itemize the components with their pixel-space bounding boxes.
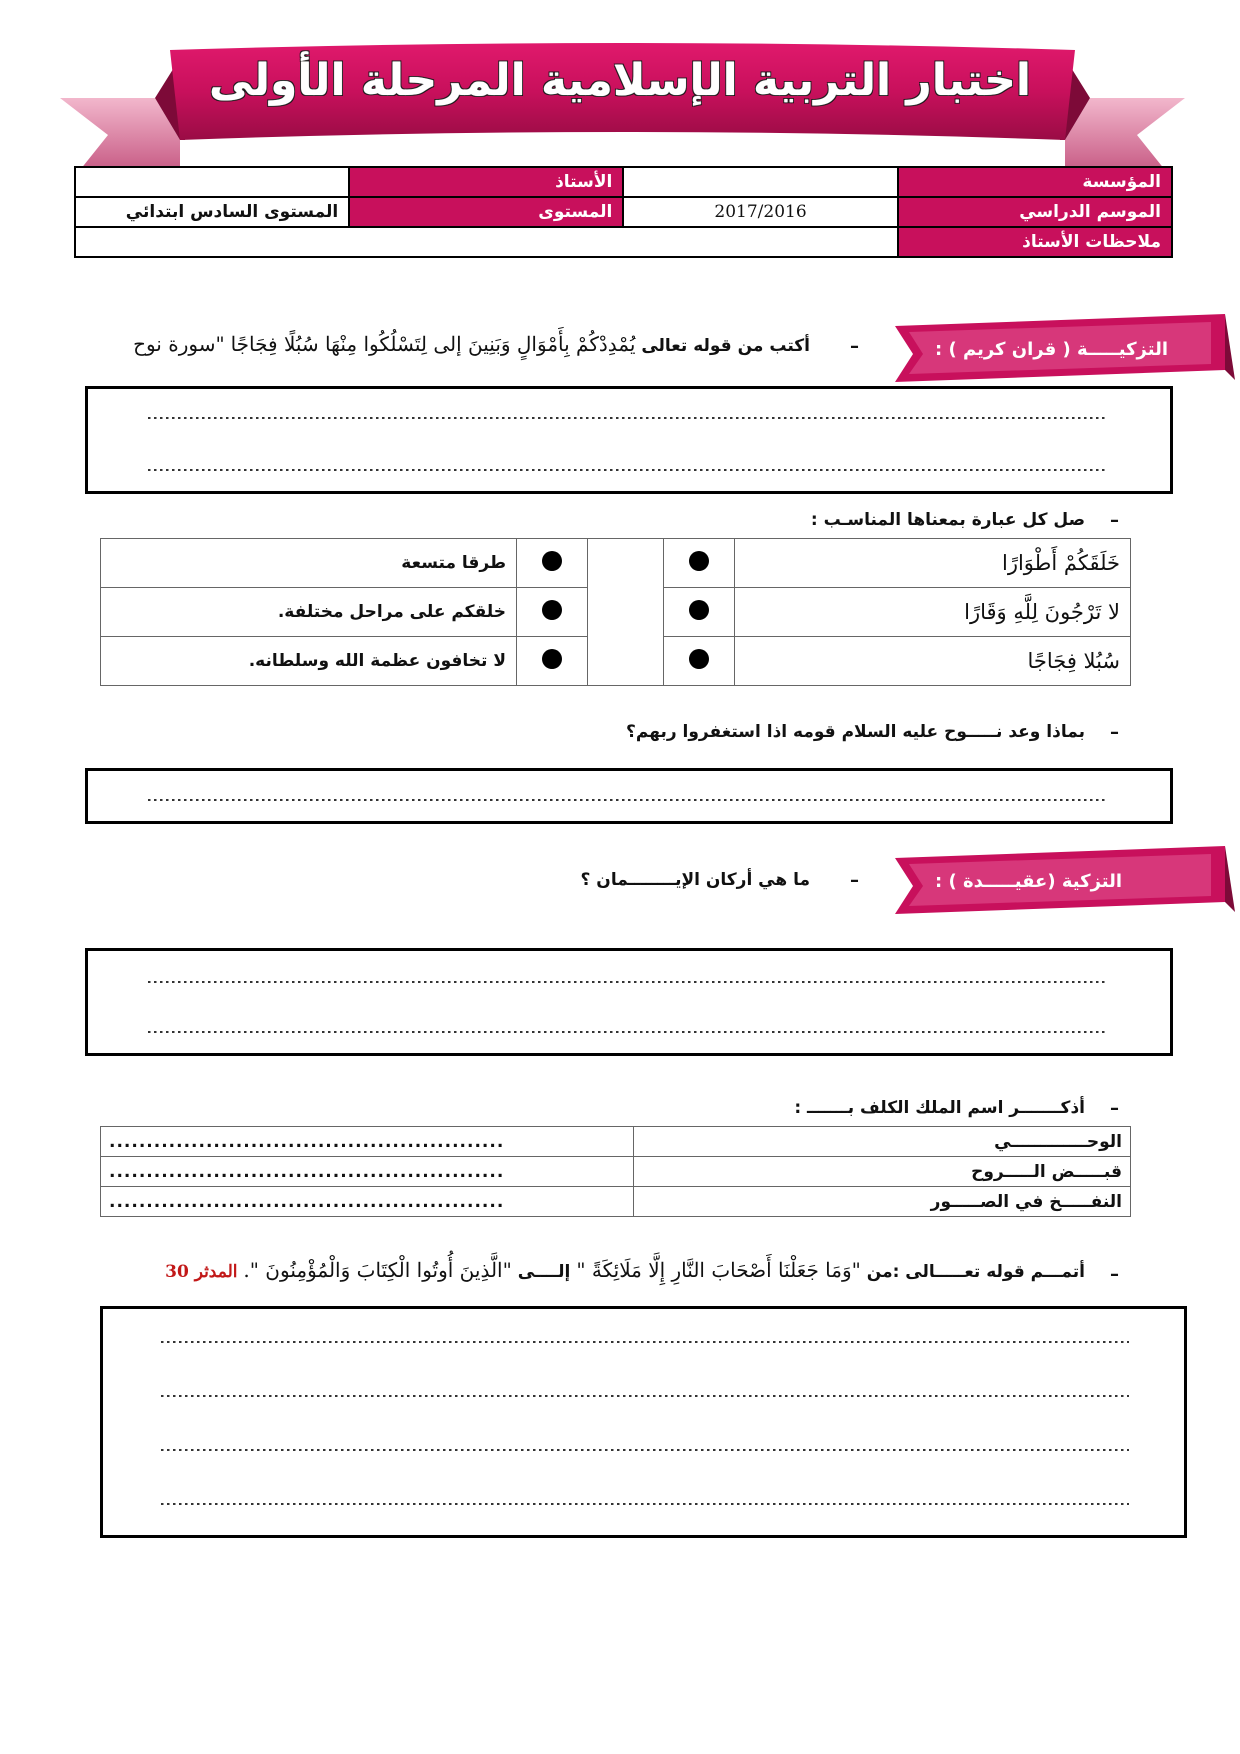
angel-role: قبـــــض الـــــروح xyxy=(634,1157,1131,1187)
angel-answer-field[interactable]: ..................................................... xyxy=(101,1127,634,1157)
page-title: اختبار التربية الإسلامية المرحلة الأولى xyxy=(209,54,1031,106)
match-gap xyxy=(588,539,664,686)
q1-surah: "سورة نوح xyxy=(133,332,225,356)
s2q3-answer-box[interactable] xyxy=(100,1306,1187,1538)
s2q2-dash: – xyxy=(1110,1098,1119,1119)
s2q3-dash: – xyxy=(1110,1264,1119,1285)
match-row xyxy=(101,539,1131,588)
institution-label: المؤسسة xyxy=(898,167,1172,197)
s2q3-verse-end: "الَّذِينَ أُوتُوا الْكِتَابَ وَالْمُؤْمِنُونَ ". xyxy=(243,1258,512,1282)
section1-title: التزكيـــــة ( قران كريم ) : xyxy=(935,338,1169,360)
match-phrase: سُبُلا فِجَاجًا xyxy=(735,637,1131,686)
answer-line xyxy=(161,1395,1129,1397)
season-label: الموسم الدراسي xyxy=(898,197,1172,227)
bullet-icon xyxy=(542,600,562,620)
match-dot-left[interactable] xyxy=(517,539,588,588)
s2q3-prefix: أتمـــم قوله تعـــــالى :من xyxy=(866,1262,1085,1282)
match-meaning: لا تخافون عظمة الله وسلطانه. xyxy=(101,637,517,686)
angel-row xyxy=(101,1127,1131,1157)
institution-field[interactable] xyxy=(623,167,897,197)
answer-line xyxy=(161,1449,1129,1451)
q2-question: صل كل عبارة بمعناها المناسـب : xyxy=(810,510,1085,530)
q3-answer-box[interactable] xyxy=(85,768,1173,824)
notes-label: ملاحظات الأستاذ xyxy=(898,227,1172,257)
info-row-2 xyxy=(75,197,1172,227)
q1-answer-box[interactable] xyxy=(85,386,1173,494)
bullet-icon xyxy=(689,551,709,571)
answer-line xyxy=(148,1031,1108,1033)
match-phrase: خَلَقَكُمْ أَطْوَارًا xyxy=(735,539,1131,588)
answer-line xyxy=(148,417,1108,419)
match-dot-left[interactable] xyxy=(517,588,588,637)
answer-line xyxy=(161,1503,1129,1505)
q3-dash: – xyxy=(1110,722,1119,743)
angel-answer-field[interactable]: ..................................................... xyxy=(101,1157,634,1187)
s2q3-question xyxy=(120,1258,1085,1282)
angel-row xyxy=(101,1187,1131,1217)
match-meaning: خلقكم على مراحل مختلفة. xyxy=(101,588,517,637)
q2-dash: – xyxy=(1110,510,1119,531)
notes-field[interactable] xyxy=(75,227,898,257)
answer-line xyxy=(148,981,1108,983)
bullet-icon xyxy=(542,551,562,571)
matching-table xyxy=(100,538,1131,686)
s2q1-question: ما هي أركان الإيــــــــمان ؟ xyxy=(580,870,810,890)
q3-question: بماذا وعد نـــــوح عليه السلام قومه اذا استغفروا ربهم؟ xyxy=(626,722,1085,742)
info-row-1 xyxy=(75,167,1172,197)
q1-prefix: أكتب من قوله تعالى xyxy=(641,336,810,356)
level-label: المستوى xyxy=(349,197,623,227)
bullet-icon xyxy=(689,649,709,669)
match-dot-right[interactable] xyxy=(664,539,735,588)
s2q1-answer-box[interactable] xyxy=(85,948,1173,1056)
angel-role: الوحـــــــــــــي xyxy=(634,1127,1131,1157)
teacher-label: الأستاذ xyxy=(349,167,623,197)
s2q2-question: أذكـــــــر اسم الملك الكلف بـــــــ : xyxy=(794,1098,1085,1118)
s2q3-verse-start: "وَمَا جَعَلْنَا أَصْحَابَ النَّارِ إِلَّا مَلَائِكَةً " xyxy=(576,1258,861,1282)
s2q1-dash: – xyxy=(850,870,859,891)
info-row-3 xyxy=(75,227,1172,257)
match-meaning: طرقا متسعة xyxy=(101,539,517,588)
q1-verse: يُمْدِدْكُمْ بِأَمْوَالٍ وَبَنِينَ إلى لِتَسْلُكُوا مِنْهَا سُبُلًا فِجَاجًا xyxy=(230,332,636,356)
info-table xyxy=(74,166,1173,258)
s2q3-reference: المدثر 30 xyxy=(165,1262,238,1282)
angel-row xyxy=(101,1157,1131,1187)
q1-dash: – xyxy=(850,336,859,357)
match-dot-right[interactable] xyxy=(664,637,735,686)
teacher-field[interactable] xyxy=(75,167,349,197)
match-dot-left[interactable] xyxy=(517,637,588,686)
angel-answer-field[interactable]: ..................................................... xyxy=(101,1187,634,1217)
angel-role: النفـــــخ في الصـــــور xyxy=(634,1187,1131,1217)
level-value: المستوى السادس ابتدائي xyxy=(75,197,349,227)
s2q3-to: إلــــى xyxy=(517,1262,571,1282)
angels-table xyxy=(100,1126,1131,1217)
answer-line xyxy=(148,469,1108,471)
answer-line xyxy=(161,1341,1129,1343)
answer-line xyxy=(148,799,1108,801)
match-phrase: لا تَرْجُونَ لِلَّهِ وَقَارًا xyxy=(735,588,1131,637)
season-value: 2017/2016 xyxy=(623,197,897,227)
bullet-icon xyxy=(689,600,709,620)
section2-title: التزكية (عقيـــــدة ) : xyxy=(935,870,1123,892)
match-dot-right[interactable] xyxy=(664,588,735,637)
q1-question xyxy=(90,332,810,356)
bullet-icon xyxy=(542,649,562,669)
